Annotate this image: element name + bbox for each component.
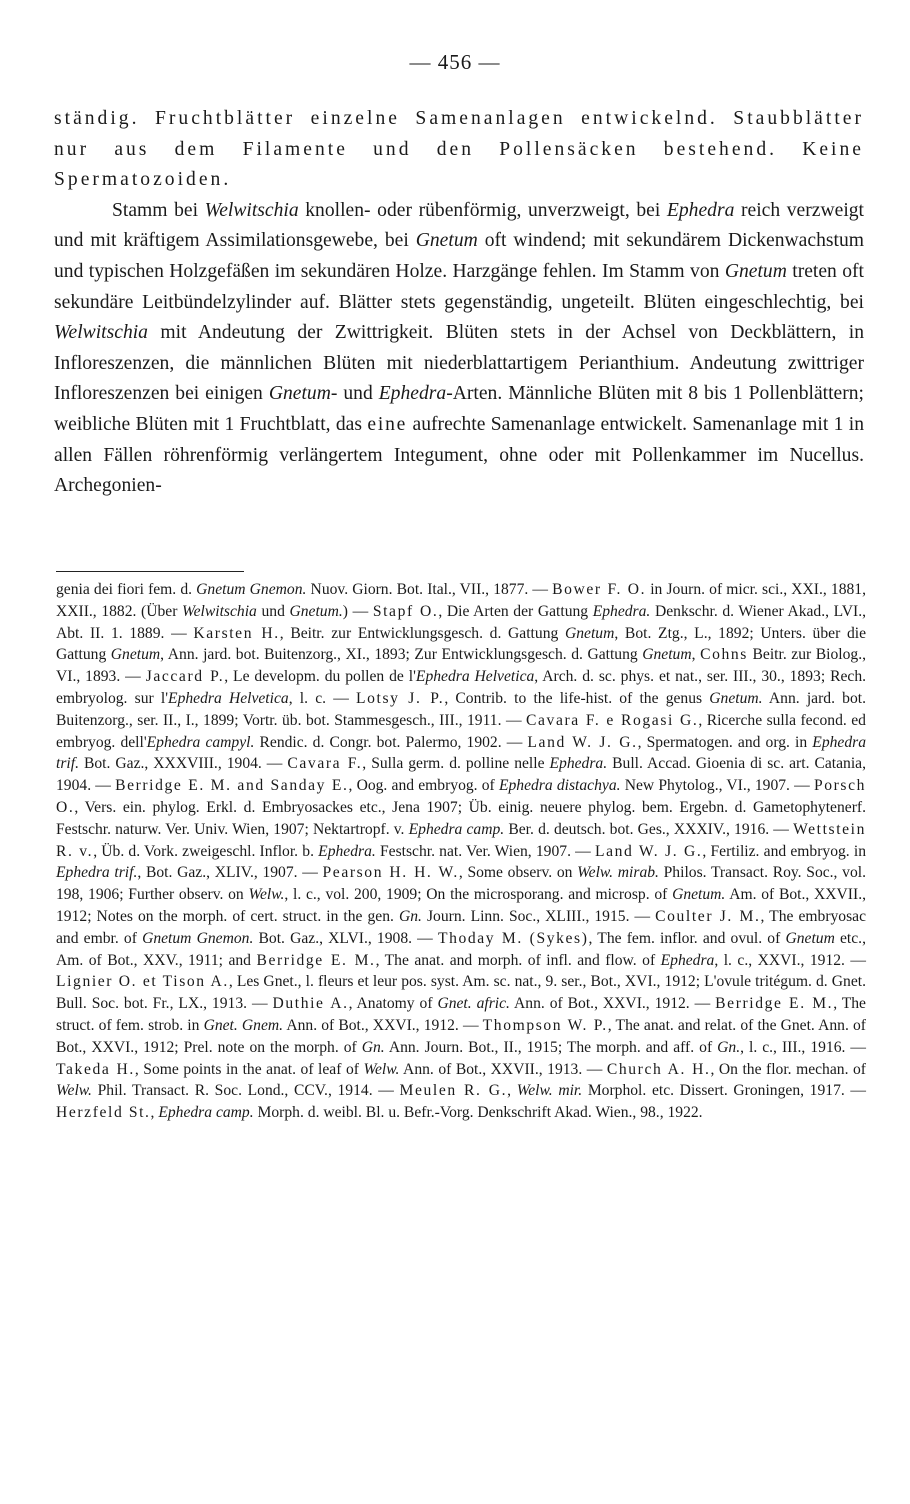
- paragraph-1: [54, 104, 864, 196]
- text-run: Welw. mirab.: [577, 864, 659, 882]
- text-run: Gnetum Gnemon.: [196, 581, 307, 598]
- text-run: Gnetum: [785, 929, 835, 947]
- text-run: , Ann. jard. bot. Buitenzorg., XI., 1893; Zur Entwicklungsgesch. d. Gattung: [160, 646, 643, 664]
- text-run: Rendic. d. Congr. bot. Palermo, 1902. —: [254, 733, 528, 751]
- text-run: Ber. d. deutsch. bot. Ges., XXXIV., 1916. —: [504, 820, 794, 838]
- text-run: Berridge E. M.: [256, 951, 376, 969]
- text-run: in Journ. of micr. sci., XXI., 1881, XXII., 1882. (Über: [56, 581, 867, 620]
- text-run: Morphol. etc. Dissert. Groningen, 1917. —: [582, 1082, 867, 1100]
- text-run: Ephedra trif.: [56, 864, 138, 882]
- text-run: , l. c., vol. 200, 1909; On the microsporang. and microsp. of: [284, 886, 673, 904]
- text-run: ständig. Fruchtblätter einzelne Samenanlagen entwickelnd. Staubblätter nur aus dem Filamente und den Pollensäcken bestehend. Keine Spermatozoiden.: [54, 108, 864, 191]
- text-run: Festschr. nat. Ver. Wien, 1907. —: [375, 842, 595, 860]
- text-run: Porsch O.: [56, 777, 866, 816]
- text-run: Welw.: [56, 1082, 92, 1100]
- text-run: Wettstein R. v.: [56, 820, 866, 860]
- text-run: , Üb. d. Vork. zweigeschl. Inflor. b.: [93, 842, 319, 860]
- text-run: Welwitschia: [54, 322, 148, 344]
- text-run: , l. c. —: [288, 689, 356, 707]
- text-run: Land W. J. G.: [594, 842, 703, 860]
- text-run: Gnetum: [724, 260, 787, 282]
- text-run: , The anat. and morph. of infl. and flow. of: [375, 951, 661, 969]
- text-run: Phil. Transact. R. Soc. Lond., CCV., 1914. —: [91, 1082, 400, 1100]
- text-run: , Vers. ein. phylog. Erkl. d. Embryosackes etc., Jena 1907; Üb. einig. neuere phylog. bem. Ergebn. d. Gametophytenerf. Festschr. naturw. Ver. Univ. Wien, 1907; Nektartropf. v.: [56, 798, 866, 838]
- text-run: Ephedra.: [318, 842, 376, 860]
- text-run: Berridge E. M.: [715, 995, 834, 1013]
- text-run: , Contrib. to the life-hist. of the genus: [444, 689, 710, 707]
- text-run: , Some observ. on: [458, 864, 578, 882]
- text-run: Gnetum-: [268, 383, 338, 405]
- text-run: Ann. jard. bot. Buitenzorg., ser. II., I., 1899; Vortr. üb. bot. Stammesgesch., III., 1911. —: [56, 689, 866, 729]
- text-run: Gnetum.: [289, 602, 343, 620]
- text-run: , Beitr. zur Entwicklungsgesch. d. Gattung: [279, 624, 565, 642]
- text-run: knollen- oder rübenförmig, unverzweigt, bei: [298, 199, 667, 221]
- text-run: Welwitschia: [204, 199, 299, 221]
- text-run: Pearson H. H. W.: [322, 864, 459, 882]
- text-run: Ephedra.: [549, 755, 608, 773]
- text-run: und: [256, 602, 290, 620]
- text-run: , Le developm. du pollen de l': [224, 668, 416, 686]
- text-run: ,: [150, 1104, 159, 1122]
- text-run: Meulen R. G.: [399, 1082, 508, 1100]
- text-run: , Bot. Gaz., XLIV., 1907. —: [137, 864, 323, 882]
- text-run: Welw.: [248, 886, 285, 904]
- text-run: Ephedra trif.: [56, 733, 866, 773]
- text-run: Gnetum: [564, 624, 615, 642]
- text-run: Ann. Journ. Bot., II., 1915; The morph. and aff. of: [384, 1038, 718, 1056]
- text-run: , Bot. Ztg., L., 1892; Unters. über die Gattung: [56, 624, 866, 664]
- text-run: Cohns: [700, 646, 748, 664]
- text-run: Ephedra: [666, 199, 735, 221]
- text-run: Berridge E. M. and Sanday E.: [115, 777, 349, 795]
- text-run: Ephedra.: [592, 602, 651, 620]
- text-run: Gnetum Gnemon.: [142, 929, 254, 947]
- footnote-bibliography: [56, 579, 866, 1124]
- text-run: Philos. Transact. Roy. Soc., vol. 198, 1906; Further observ. on: [56, 864, 866, 904]
- text-run: etc., Am. of Bot., XXV., 1911; and: [56, 929, 866, 969]
- text-run: Takeda H.: [56, 1060, 135, 1078]
- text-run: , Fertiliz. and embryog. in: [702, 842, 867, 860]
- text-run: Gn.: [398, 907, 422, 925]
- text-run: Karsten H.: [193, 624, 280, 642]
- text-run: Welwitschia: [182, 602, 257, 620]
- text-run: Bot. Gaz., XLVI., 1908. —: [253, 929, 438, 947]
- text-run: Ephedra camp.: [408, 820, 505, 838]
- text-run: Bower F. O.: [552, 581, 647, 598]
- text-run: , On the flor. mechan. of: [710, 1060, 866, 1078]
- text-run: , The anat. and relat. of the Gnet. Ann. of Bot., XXVI., 1912; Prel. note on the morph. of: [56, 1016, 866, 1056]
- text-run: Am. of Bot., XXVII., 1912; Notes on the morph. of cert. struct. in the gen.: [56, 886, 866, 925]
- text-run: Ephedra: [378, 383, 447, 405]
- text-run: Coulter J. M.: [655, 907, 761, 925]
- text-run: Denkschr. d. Wiener Akad., LVI., Abt. II. 1. 1889. —: [56, 602, 867, 642]
- text-run: Gnetum: [415, 230, 478, 252]
- text-run: Thoday M. (Sykes): [437, 929, 589, 947]
- text-run: , The fem. inflor. and ovul. of: [588, 929, 786, 947]
- text-run: Stamm bei: [112, 199, 205, 221]
- text-run: Ann. of Bot., XXVI., 1912. —: [509, 995, 716, 1013]
- text-run: Welw.: [363, 1060, 400, 1078]
- text-run: ) —: [342, 602, 373, 620]
- text-run: , Les Gnet., l. fleurs et leur pos. syst. Am. sc. nat., 9. ser., Bot., XVI., 1912; L'ovule tritégum. d. Gnet. Bull. Soc. bot. Fr., LX., 1913. —: [56, 973, 866, 1013]
- text-run: Journ. Linn. Soc., XLIII., 1915. —: [421, 907, 656, 925]
- text-run: Gnetum: [110, 646, 161, 664]
- text-run: reich verzweigt und mit kräftigem Assimilationsgewebe, bei: [54, 199, 864, 252]
- text-run: Cavara F.: [287, 755, 363, 773]
- text-run: Gn.: [361, 1038, 385, 1056]
- text-run: , The struct. of fem. strob. in: [56, 995, 866, 1034]
- text-run: Lignier O. et Tison A.: [56, 973, 229, 991]
- text-run: Duthie A.: [272, 995, 349, 1013]
- text-run: eine: [367, 413, 408, 435]
- text-run: , Spermatogen. and org. in: [637, 733, 813, 751]
- text-run: Gnetum: [642, 646, 692, 664]
- text-run: Gn.: [717, 1038, 741, 1056]
- text-run: Lotsy J. P.: [356, 689, 445, 707]
- text-run: Bull. Accad. Gioenia di sc. art. Catania, 1904. —: [56, 755, 867, 795]
- text-run: Gnetum.: [709, 689, 763, 707]
- text-run: und: [337, 383, 379, 405]
- main-text: [54, 104, 864, 502]
- text-run: , The embryosac and embr. of: [56, 907, 867, 947]
- text-run: Bot. Gaz., XXXVIII., 1904. —: [78, 755, 288, 773]
- text-run: Ephedra campyl.: [146, 733, 255, 751]
- text-run: Ephedra distachya.: [498, 777, 621, 795]
- footnote-text: [56, 579, 866, 1124]
- text-run: treten oft sekundäre Leitbündelzylinder auf. Blätter stets gegenständig, ungeteilt. Blüten eingeschlechtig, bei: [54, 260, 865, 313]
- paragraph-2: [54, 196, 864, 502]
- text-run: -Arten. Männliche Blüten mit 8 bis 1 Pollenblättern; weibliche Blüten mit 1 Fruchtblatt, das: [54, 383, 864, 435]
- text-run: Beitr. zur Biolog., VI., 1893. —: [56, 646, 867, 686]
- text-run: ,: [507, 1082, 517, 1100]
- text-run: Stapf O.: [372, 602, 439, 620]
- text-run: , l. c., III., 1916. —: [740, 1038, 866, 1056]
- text-run: , Sulla germ. d. polline nelle: [362, 755, 550, 773]
- text-run: Ephedra Helvetica: [415, 668, 535, 686]
- text-run: Church A. H.: [606, 1060, 711, 1078]
- footnote-divider: [56, 571, 244, 572]
- text-run: Ann. of Bot., XXVI., 1912. —: [283, 1016, 483, 1034]
- text-run: Herzfeld St.: [56, 1104, 151, 1122]
- text-run: , Oog. and embryog. of: [348, 777, 499, 795]
- text-run: Ephedra camp.: [158, 1104, 254, 1122]
- text-run: Ephedra Helvetica: [168, 689, 289, 707]
- text-run: Gnet. afric.: [437, 995, 510, 1013]
- text-run: Thompson W. P.: [482, 1016, 608, 1034]
- text-run: ,: [691, 646, 701, 664]
- text-run: Morph. d. weibl. Bl. u. Befr.-Vorg. Denkschrift Akad. Wien., 98., 1922.: [253, 1104, 703, 1122]
- text-run: Cavara F. e Rogasi G.: [526, 711, 699, 729]
- text-run: Jaccard P.: [145, 668, 225, 686]
- text-run: aufrechte Samenanlage entwickelt. Samenanlage mit 1 in allen Fällen röhrenförmig verlängertem Integument, ohne oder mit Pollenkammer im Nucellus. Archegonien-: [54, 413, 864, 497]
- text-run: , Some points in the anat. of leaf of: [134, 1060, 364, 1078]
- text-run: , Arch. d. sc. phys. et nat., ser. III., 30., 1893; Rech. embryolog. sur l': [56, 668, 867, 707]
- text-run: , Anatomy of: [348, 995, 438, 1013]
- text-run: , l. c., XXVI., 1912. —: [714, 951, 866, 969]
- text-run: Gnet. Gnem.: [203, 1016, 284, 1034]
- text-run: , Die Arten der Gattung: [438, 602, 593, 620]
- text-run: Gnetum.: [672, 886, 726, 904]
- text-run: , Ricerche sulla fecond. ed embryog. dell': [56, 711, 866, 751]
- text-run: Ann. of Bot., XXVII., 1913. —: [399, 1060, 607, 1078]
- page-number: — 456 —: [409, 50, 501, 74]
- text-run: Land W. J. G.: [527, 733, 638, 751]
- text-run: oft windend; mit sekundärem Dickenwachstum und typischen Holzgefäßen im sekundären Holze. Harzgänge fehlen. Im Stamm von: [54, 230, 864, 282]
- text-run: Welw. mir.: [516, 1082, 583, 1100]
- text-run: Nuov. Giorn. Bot. Ital., VII., 1877. —: [306, 581, 553, 598]
- text-run: Ephedra: [660, 951, 715, 969]
- text-run: New Phytolog., VI., 1907. —: [620, 777, 814, 795]
- text-run: mit Andeutung der Zwittrigkeit. Blüten stets in der Achsel von Deckblättern, in Infloreszenzen, die männlichen Blüten mit niederblattartigem Perianthium. Andeutung zwittriger Infloreszenzen bei einigen: [54, 322, 864, 405]
- text-run: genia dei fiori fem. d.: [56, 581, 197, 598]
